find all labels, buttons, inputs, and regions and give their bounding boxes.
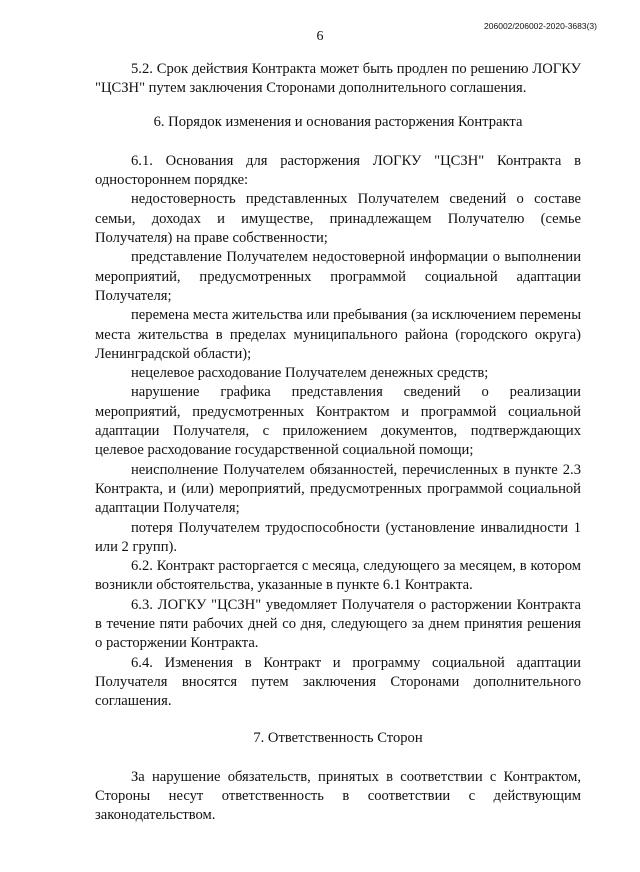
termination-ground-3: перемена места жительства или пребывания (за исключением перемены места жительства в пределах муниципального района (городского округа) Ленинградской области); — [95, 307, 581, 362]
clause-6-2: 6.2. Контракт расторгается с месяца, следующего за месяцем, в котором возникли обстоятельства, указанные в пункте 6.1 Контракта. — [95, 558, 581, 594]
termination-ground-1: недостоверность представленных Получателем сведений о составе семьи, доходах и имуществе, принадлежащем Получателю (семье Получателя) на праве собственности; — [95, 191, 581, 247]
section-7-heading: 7. Ответственность Сторон — [253, 729, 423, 746]
termination-ground-4: нецелевое расходование Получателем денежных средств; — [131, 365, 489, 382]
clause-7-liability: За нарушение обязательств, принятых в соответствии с Контрактом, Стороны несут ответственность в соответствии с действующим законодательством. — [95, 768, 581, 824]
document-registration-code: 206002/206002-2020-3683(3) — [484, 21, 597, 31]
clause-5-2: 5.2. Срок действия Контракта может быть продлен по решению ЛОГКУ "ЦСЗН" путем заключения Сторонами дополнительного соглашения. — [95, 61, 581, 97]
termination-ground-7: потеря Получателем трудоспособности (установление инвалидности 1 или 2 групп). — [95, 519, 581, 555]
section-6-heading: 6. Порядок изменения и основания расторжения Контракта — [153, 113, 523, 130]
termination-ground-2: представление Получателем недостоверной информации о выполнении мероприятий, предусмотренных программой социальной адаптации Получателя; — [95, 249, 581, 304]
document-body — [95, 60, 581, 826]
termination-ground-5: нарушение графика представления сведений о реализации мероприятий, предусмотренных Контрактом и программой социальной адаптации Получателя, с приложением документов, подтверждающих целевое расходование государственной социальной помощи; — [95, 384, 581, 459]
page-number: 6 — [316, 29, 324, 44]
clause-6-1: 6.1. Основания для расторжения ЛОГКУ "ЦСЗН" Контракта в одностороннем порядке: — [95, 152, 581, 189]
clause-6-3: 6.3. ЛОГКУ "ЦСЗН" уведомляет Получателя о расторжении Контракта в течение пяти рабочих дней со дня, следующего за днем принятия решения о расторжении Контракта. — [95, 596, 581, 652]
termination-ground-6: неисполнение Получателем обязанностей, перечисленных в пункте 2.3 Контракта, и (или) мероприятий, предусмотренных программой социальной адаптации Получателя; — [95, 461, 581, 517]
clause-6-4: 6.4. Изменения в Контракт и программу социальной адаптации Получателя вносятся путем заключения Сторонами дополнительного соглашения. — [95, 654, 581, 710]
